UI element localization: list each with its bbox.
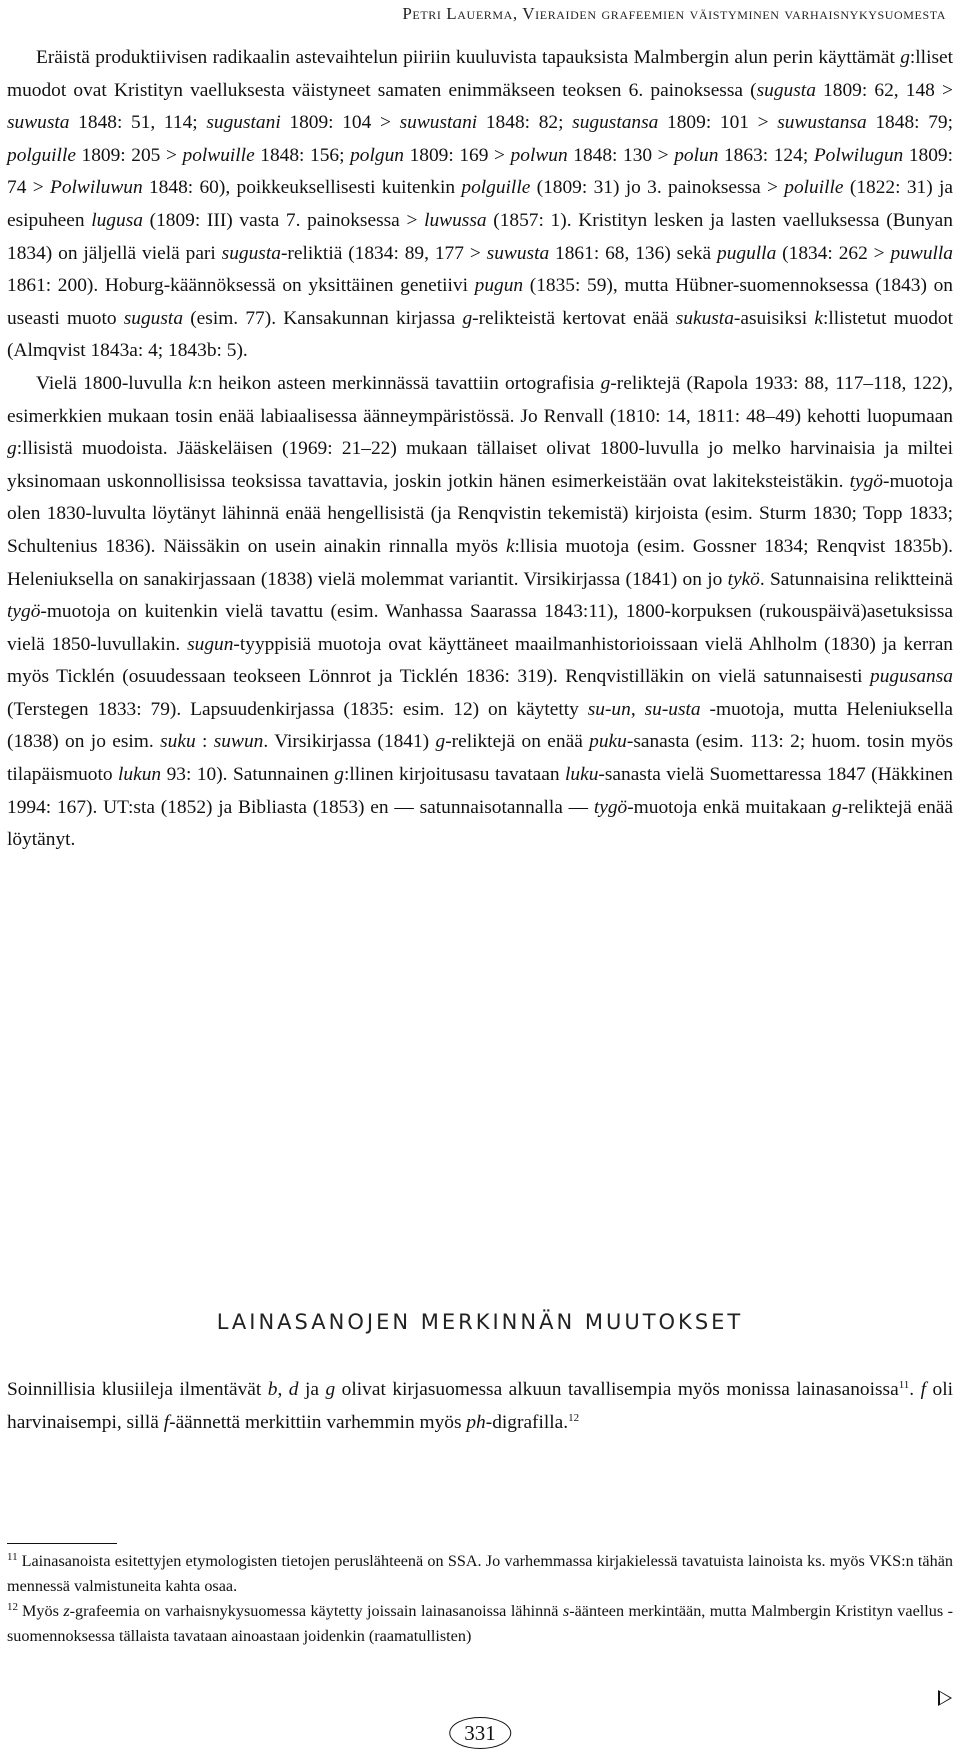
italic-term: g xyxy=(462,307,473,329)
italic-term: g xyxy=(435,731,446,753)
italic-term: polwun xyxy=(510,144,568,166)
section-text xyxy=(7,1374,953,1439)
footnote xyxy=(7,1549,953,1599)
footnote-ref: 11 xyxy=(898,1379,910,1391)
italic-term: luku xyxy=(565,764,599,786)
italic-term: f xyxy=(163,1411,170,1433)
italic-term: sugustansa xyxy=(572,112,659,134)
italic-term: Polwilugun xyxy=(813,144,904,166)
italic-term: k xyxy=(814,307,823,329)
italic-term: sugusta xyxy=(123,307,184,329)
italic-term: suku xyxy=(160,731,196,753)
italic-term: puwulla xyxy=(890,242,953,264)
italic-term: polwuille xyxy=(182,144,255,166)
italic-term: suwustani xyxy=(399,112,478,134)
italic-term: ph xyxy=(466,1411,486,1433)
footnote xyxy=(7,1599,953,1649)
footnote-rule xyxy=(7,1543,117,1544)
italic-term: su-un xyxy=(587,698,631,720)
running-header: Petri Lauerma, Vieraiden grafeemien väistyminen varhaisnykysuomesta xyxy=(402,4,946,23)
body-paragraph: Vielä 1800-luvulla k:n heikon asteen merkinnässä tavattiin ortografisia g-reliktejä (Rapola 1933: 88, 117–118, 122), esimerkkien mukaan tosin enää labiaalisessa äänneympäristössä. Jo Renvall (1810: 14, 1811: 48–49) kehotti luopumaan g:llisistä muodoista. Jääskeläisen (1969: 21–22) mukaan tällaiset olivat 1800-luvulla jo melko harvinaisia ja miltei yksinomaan uskonnollisissa teoksissa tavattavia, joskin jotkin hänen esimerkeistään ovat lakiteksteistäkin. tygö-muotoja olen 1830-luvulta löytänyt lähinnä enää hengellisistä (ja Renqvistin tekemistä) kirjoista (esim. Sturm 1830; Topp 1833; Schultenius 1836). Näissäkin on usein ainakin rinnalla myös k:llisia muotoja (esim. Gossner 1834; Renqvist 1835b). Heleniuksella on sanakirjassaan (1838) vielä molemmat variantit. Virsikirjassa (1841) on jo tykö. Satunnaisina reliktteinä tygö-muotoja on kuitenkin vielä tavattu (esim. Wanhassa Saarassa 1843:11), 1800-korpuksen (rukouspäivä)asetuksissa vielä 1850-luvullakin. sugun-tyyppisiä muotoja ovat käyttäneet maailmanhistorioissaan vielä Ahlholm (1830) ja kerran myös Ticklén (osuudessaan teokseen Lönnrot ja Ticklén 1836: 319). Renqvistilläkin on vielä satunnaisesti pugusansa (Terstegen 1833: 79). Lapsuudenkirjassa (1835: esim. 12) on käytetty su-un, su-usta -muotoja, mutta Heleniuksella (1838) on jo esim. suku : suwun. Virsikirjassa (1841) g-reliktejä on enää puku-sanasta (esim. 113: 2; huom. tosin myös tilapäismuoto lukun 93: 10). Satunnainen g:llinen kirjoitusasu tavataan luku-sanasta vielä Suomettaressa 1847 (Häkkinen 1994: 167). UT:sta (1852) ja Bibliasta (1853) en — satunnaisotannalla — tygö-muotoja enkä muitakaan g-reliktejä enää löytänyt. xyxy=(7,372,953,851)
footnotes xyxy=(7,1549,953,1649)
italic-term: s xyxy=(562,1602,570,1620)
section-heading: LAINASANOJEN MERKINNÄN MUUTOKSET xyxy=(216,1310,744,1334)
italic-term: Polwiluwun xyxy=(50,177,143,199)
italic-term: poluille xyxy=(784,177,844,199)
italic-term: lugusa xyxy=(91,209,143,231)
italic-term: sugun xyxy=(187,633,234,655)
italic-term: g xyxy=(600,372,611,394)
italic-term: polguille xyxy=(461,177,531,199)
italic-term: suwustansa xyxy=(777,112,867,134)
main-text xyxy=(7,42,953,857)
italic-term: sugustani xyxy=(206,112,281,134)
italic-term: polun xyxy=(674,144,719,166)
italic-term: g xyxy=(900,47,910,68)
section-paragraph: Soinnillisia klusiileja ilmentävät b, d ja g olivat kirjasuomessa alkuun tavallisempia myös monissa lainasanoissa$^{11}$. f oli harvinaisempi, sillä f-äännettä merkittiin varhemmin myös ph-digrafilla.$^{12}$ xyxy=(7,1379,953,1433)
footnote-number: 12 xyxy=(7,1601,18,1613)
italic-term: polgun xyxy=(350,144,404,166)
italic-term: k xyxy=(188,372,198,394)
italic-term: g xyxy=(325,1379,336,1400)
italic-term: pugun xyxy=(474,275,524,297)
footnote-text: Lainasanoista esitettyjen etymologisten tietojen peruslähteenä on SSA. Jo varhemmassa kirjakielessä tavatuista lainoista ks. myös VKS:n tähän mennessä valmistuneita kahta osaa. xyxy=(7,1552,953,1595)
body-paragraph: Eräistä produktiivisen radikaalin astevaihtelun piiriin kuuluvista tapauksista Malmbergin alun perin käyttämät g:lliset muodot ovat Kristityn vaelluksesta väistyneet samaten enimmäkseen teoksen 6. painoksessa (sugusta 1809: 62, 148 > suwusta 1848: 51, 114; sugustani 1809: 104 > suwustani 1848: 82; sugustansa 1809: 101 > suwustansa 1848: 79; polguille 1809: 205 > polwuille 1848: 156; polgun 1809: 169 > polwun 1848: 130 > polun 1863: 124; Polwilugun 1809: 74 > Polwiluwun 1848: 60), poikkeuksellisesti kuitenkin polguille (1809: 31) jo 3. painoksessa > poluille (1822: 31) ja esipuheen lugusa (1809: III) vasta 7. painoksessa > luwussa (1857: 1). Kristityn lesken ja lasten vaelluksessa (Bunyan 1834) on jäljellä vielä pari sugusta-reliktiä (1834: 89, 177 > suwusta 1861: 68, 136) sekä pugulla (1834: 262 > puwulla 1861: 200). Hoburg-käännöksessä on yksittäinen genetiivi pugun (1835: 59), mutta Hübner-suomennoksessa (1843) on useasti muoto sugusta (esim. 77). Kansakunnan kirjassa g-relikteistä kertovat enää sukusta-asuisiksi k:llistetut muodot (Almqvist 1843a: 4; 1843b: 5). xyxy=(7,47,953,362)
italic-term: b xyxy=(267,1379,278,1400)
italic-term: suwusta xyxy=(7,112,70,134)
italic-term: g xyxy=(832,796,842,818)
italic-term: tygö xyxy=(7,601,41,623)
italic-term: g xyxy=(334,764,344,786)
footnote-ref: 12 xyxy=(568,1411,580,1424)
italic-term: pugusansa xyxy=(870,666,953,688)
italic-term: lukun xyxy=(118,764,162,786)
italic-term: tykö xyxy=(727,568,760,590)
footnote-text: Myös z-grafeemia on varhaisnykysuomessa käytetty joissain lainasanoissa lähinnä s-äänteen merkintään, mutta Malmbergin Kristityn vaellus -suomennoksessa tällaista tavataan ainoastaan joidenkin (raamatullisten) xyxy=(7,1602,953,1645)
italic-term: tygö xyxy=(849,470,883,492)
italic-term: pugulla xyxy=(717,242,777,264)
italic-term: g xyxy=(7,438,17,460)
italic-term: k xyxy=(505,535,515,557)
italic-term: tygö xyxy=(593,796,628,818)
italic-term: sukusta xyxy=(675,307,734,329)
italic-term: sugusta xyxy=(221,242,281,264)
italic-term: f xyxy=(920,1379,927,1400)
italic-term: luwussa xyxy=(424,209,487,231)
italic-term: polguille xyxy=(7,144,76,166)
footnote-number: 11 xyxy=(7,1551,18,1563)
continue-triangle-icon xyxy=(938,1690,952,1706)
page-number: 331 xyxy=(449,1717,511,1749)
italic-term: d xyxy=(288,1379,299,1400)
italic-term: suwusta xyxy=(486,242,550,264)
italic-term: puku xyxy=(589,731,627,753)
italic-term: su-usta xyxy=(644,698,701,720)
italic-term: sugusta xyxy=(756,79,816,101)
italic-term: z xyxy=(63,1602,70,1620)
italic-term: suwun xyxy=(213,731,264,753)
